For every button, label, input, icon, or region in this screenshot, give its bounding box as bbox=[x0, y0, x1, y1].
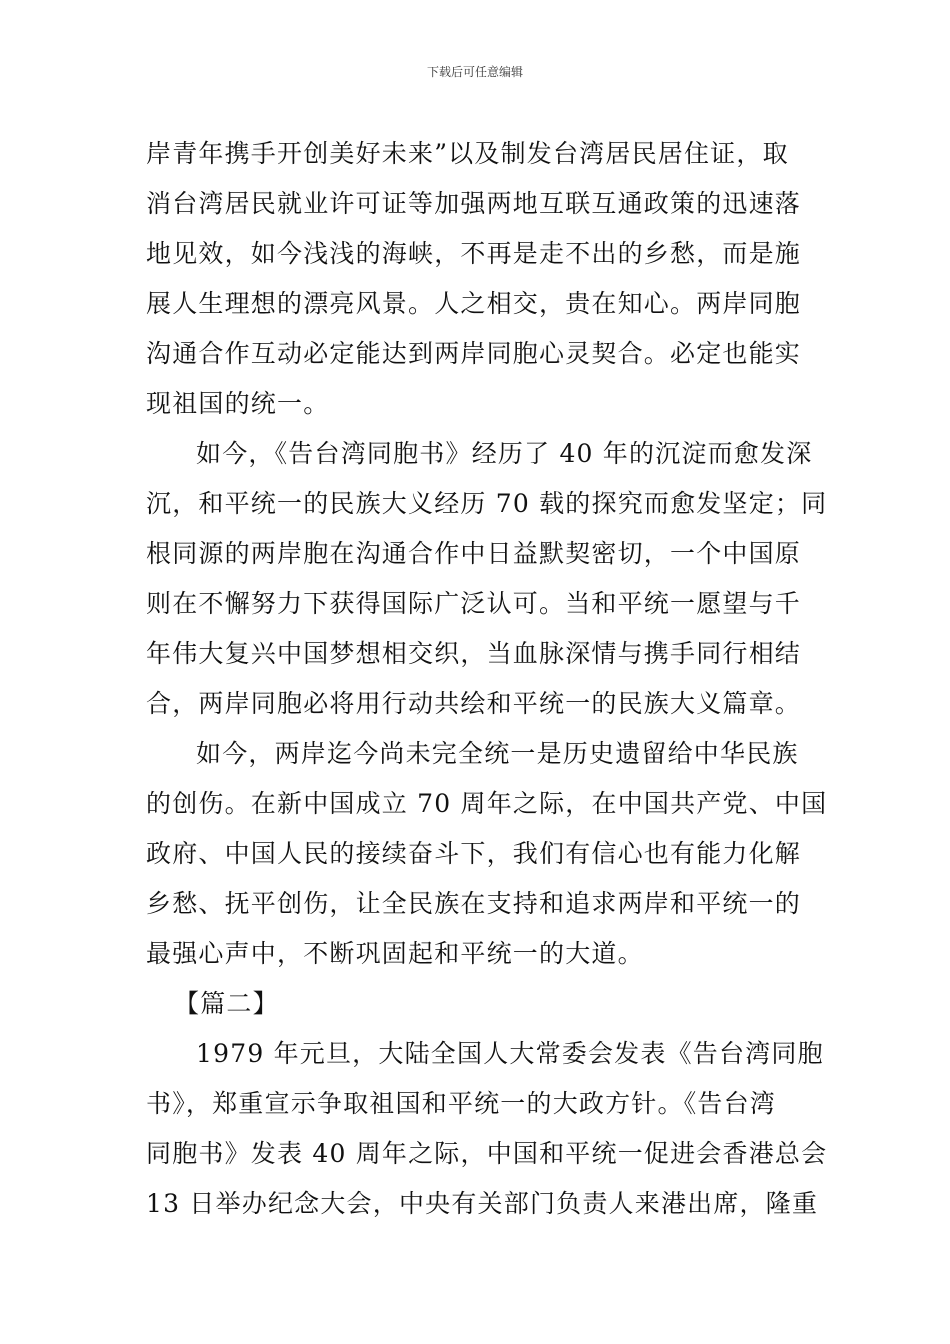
text-line: 地见效，如今浅浅的海峡，不再是走不出的乡愁，而是施 bbox=[146, 239, 802, 268]
text-line: 书》，郑重宣示争取祖国和平统一的大政方针。《告台湾 bbox=[146, 1089, 777, 1118]
paragraph-first-line: 如今，两岸迄今尚未完全统一是历史遗留给中华民族 bbox=[196, 739, 799, 768]
text-line: 乡愁、抚平创伤，让全民族在支持和追求两岸和平统一的 bbox=[146, 889, 802, 918]
text-line: 沟通合作互动必定能达到两岸同胞心灵契合。必定也能实 bbox=[146, 339, 802, 368]
text-line: 现祖国的统一。 bbox=[146, 389, 330, 418]
section-heading: 【篇二】 bbox=[174, 989, 279, 1018]
text-line: 则在不懈努力下获得国际广泛认可。当和平统一愿望与千 bbox=[146, 589, 802, 618]
text-line: 13 日举办纪念大会，中央有关部门负责人来港出席，隆重 bbox=[146, 1189, 819, 1218]
text-line: 年伟大复兴中国梦想相交织，当血脉深情与携手同行相结 bbox=[146, 639, 802, 668]
document-body bbox=[146, 129, 828, 1229]
paragraph-first-line: 1979 年元旦，大陆全国人大常委会发表《告台湾同胞 bbox=[196, 1039, 824, 1068]
text-line: 消台湾居民就业许可证等加强两地互联互通政策的迅速落 bbox=[146, 189, 802, 218]
text-line: 合，两岸同胞必将用行动共绘和平统一的民族大义篇章。 bbox=[146, 689, 802, 718]
page-header: 下载后可任意编辑 bbox=[426, 65, 523, 79]
text-line: 展人生理想的漂亮风景。人之相交，贵在知心。两岸同胞 bbox=[146, 289, 802, 318]
text-line: 最强心声中，不断巩固起和平统一的大道。 bbox=[146, 939, 644, 968]
text-line: 政府、中国人民的接续奋斗下，我们有信心也有能力化解 bbox=[146, 839, 802, 868]
text-line: 的创伤。在新中国成立 70 周年之际，在中国共产党、中国 bbox=[146, 789, 828, 818]
text-line: 同胞书》发表 40 周年之际，中国和平统一促进会香港总会 bbox=[146, 1139, 828, 1168]
paragraph-first-line: 如今，《告台湾同胞书》经历了 40 年的沉淀而愈发深 bbox=[196, 439, 813, 468]
text-line: 沉，和平统一的民族大义经历 70 载的探究而愈发坚定；同 bbox=[146, 489, 828, 518]
text-line: 根同源的两岸胞在沟通合作中日益默契密切，一个中国原 bbox=[146, 539, 802, 568]
text-line: 岸青年携手开创美好未来”以及制发台湾居民居住证，取 bbox=[146, 139, 789, 168]
